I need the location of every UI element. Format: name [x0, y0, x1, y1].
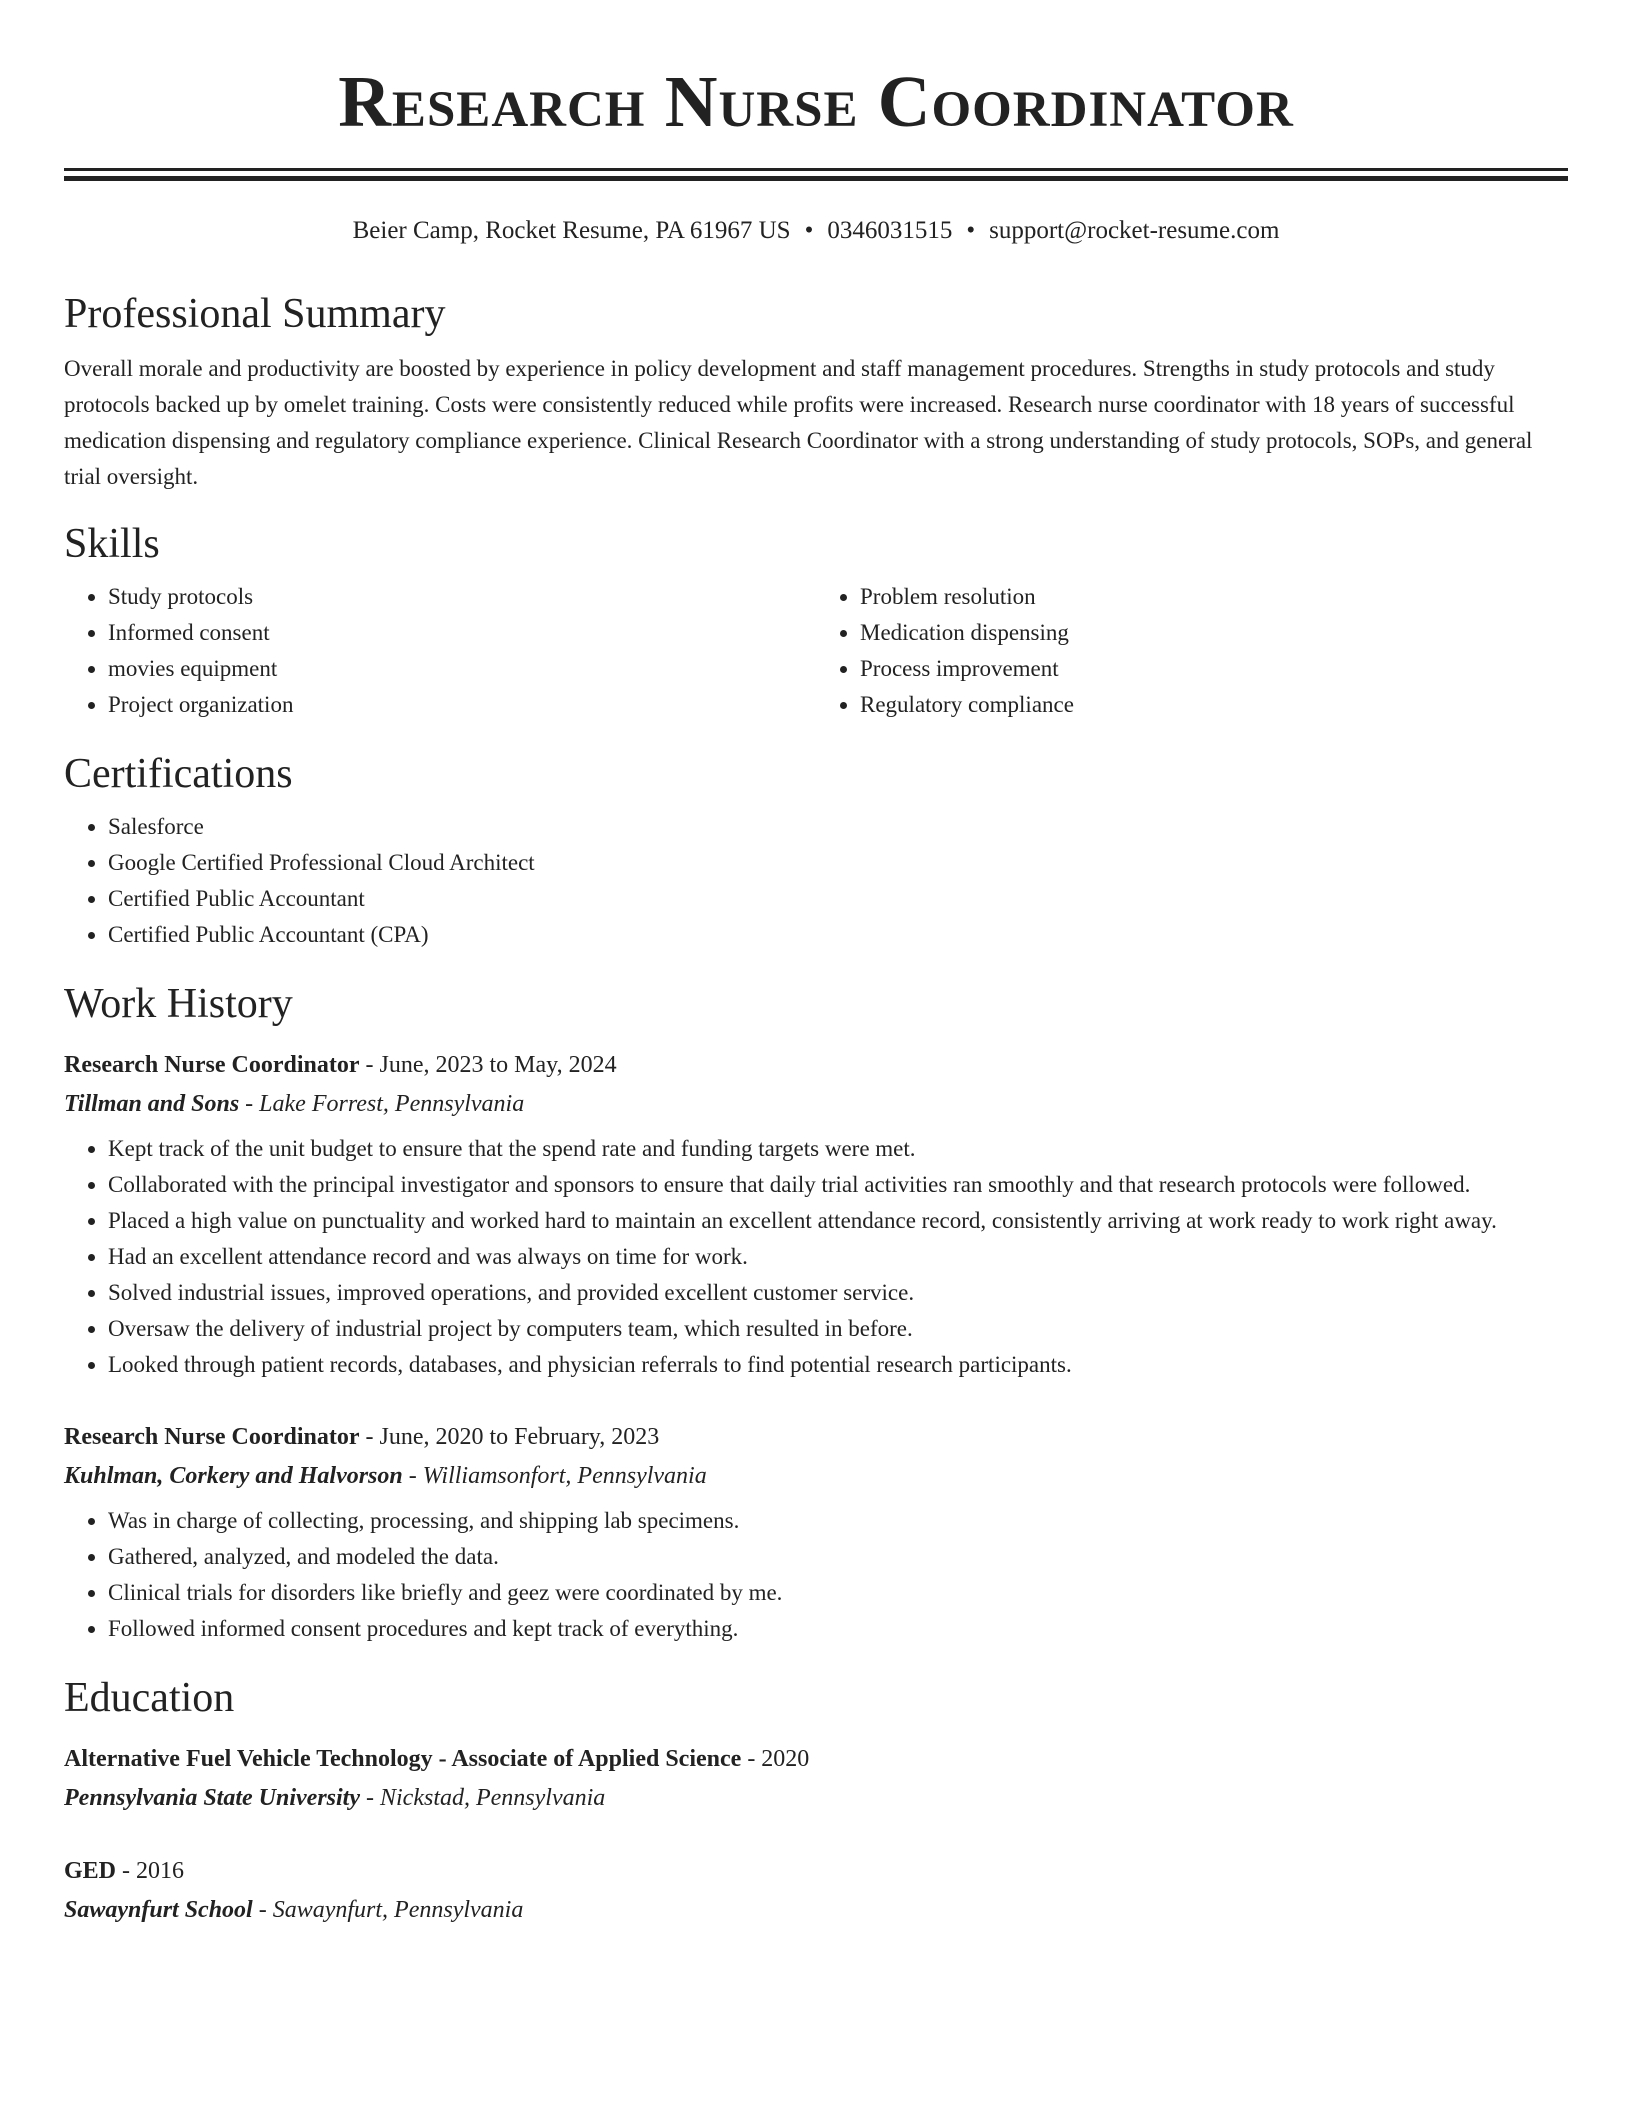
contact-address: Beier Camp, Rocket Resume, PA 61967 US [352, 217, 791, 244]
contact-separator: • [966, 217, 976, 244]
skills-list-left [64, 579, 816, 723]
skill-item: • Informed consent [108, 615, 816, 651]
education-entry [64, 1739, 1568, 1817]
education-location: - Sawaynfurt, Pennsylvania [252, 1897, 524, 1923]
education-year: - 2020 [741, 1746, 810, 1772]
skill-item: • movies equipment [108, 651, 816, 687]
job-entry [64, 1417, 1568, 1647]
header-divider-thin [64, 176, 1568, 181]
job-duty-item: • Oversaw the delivery of industrial project by computers team, which resulted in before. [108, 1311, 1568, 1347]
job-location: - Williamsonfort, Pennsylvania [402, 1463, 707, 1489]
skill-item: • Regulatory compliance [860, 687, 1568, 723]
contact-line [64, 215, 1568, 247]
education-heading [64, 1851, 1568, 1891]
skills-grid [64, 579, 1568, 723]
education-entry [64, 1851, 1568, 1929]
skill-item: • Problem resolution [860, 579, 1568, 615]
job-duty-item: • Was in charge of collecting, processing, and shipping lab specimens. [108, 1503, 1568, 1539]
education-location: - Nickstad, Pennsylvania [360, 1785, 606, 1811]
education-heading [64, 1739, 1568, 1779]
skill-item: • Process improvement [860, 651, 1568, 687]
certification-item: • Certified Public Accountant (CPA) [108, 917, 1568, 953]
header-divider-thick [64, 168, 1568, 171]
contact-email: support@rocket-resume.com [989, 217, 1280, 244]
contact-phone: 0346031515 [827, 217, 953, 244]
summary-section-title: Professional Summary [64, 291, 446, 337]
education-year: - 2016 [116, 1858, 185, 1884]
job-duty-item: • Collaborated with the principal investigator and sponsors to ensure that daily trial activities ran smoothly and that research protocols were followed. [108, 1167, 1568, 1203]
job-duties-list [64, 1131, 1568, 1383]
certification-item: • Certified Public Accountant [108, 881, 1568, 917]
work-history-section-title: Work History [64, 981, 293, 1027]
certification-item: • Google Certified Professional Cloud Architect [108, 845, 1568, 881]
certifications-list [64, 809, 1568, 953]
skill-item: • Study protocols [108, 579, 816, 615]
job-position: Research Nurse Coordinator [64, 1424, 360, 1450]
job-duty-item: • Had an excellent attendance record and was always on time for work. [108, 1239, 1568, 1275]
education-degree: Alternative Fuel Vehicle Technology - Associate of Applied Science [64, 1746, 742, 1772]
skill-item: • Medication dispensing [860, 615, 1568, 651]
job-employer [64, 1457, 1568, 1495]
skills-section-title: Skills [64, 521, 160, 567]
job-duties-list [64, 1503, 1568, 1647]
job-location: - Lake Forrest, Pennsylvania [239, 1091, 525, 1117]
summary-text: Overall morale and productivity are boosted by experience in policy development and staff management procedures. Strengths in study protocols and study protocols backed up by omelet training. Costs were consistently reduced while profits were increased. Research nurse coordinator with 18 years of successful medication dispensing and regulatory compliance experience. Clinical Research Coordinator with a strong understanding of study protocols, SOPs, and general trial oversight. [64, 356, 1533, 489]
job-duty-item: • Looked through patient records, databases, and physician referrals to find potential research participants. [108, 1347, 1568, 1383]
job-duty-item: • Kept track of the unit budget to ensure that the spend rate and funding targets were met. [108, 1131, 1568, 1167]
job-duty-item: • Followed informed consent procedures and kept track of everything. [108, 1611, 1568, 1647]
job-employer [64, 1085, 1568, 1123]
education-school: Sawaynfurt School [64, 1897, 253, 1923]
certifications-section-title: Certifications [64, 751, 293, 797]
job-dates: - June, 2020 to February, 2023 [359, 1424, 660, 1450]
education-school: Pennsylvania State University [64, 1785, 360, 1811]
job-duty-item: • Gathered, analyzed, and modeled the data. [108, 1539, 1568, 1575]
resume-name-heading: Research Nurse Coordinator [338, 61, 1294, 142]
contact-separator: • [804, 217, 814, 244]
job-dates: - June, 2023 to May, 2024 [359, 1052, 617, 1078]
job-heading [64, 1045, 1568, 1085]
job-position: Research Nurse Coordinator [64, 1052, 360, 1078]
job-company: Tillman and Sons [64, 1091, 240, 1117]
skill-item: • Project organization [108, 687, 816, 723]
job-company: Kuhlman, Corkery and Halvorson [64, 1463, 403, 1489]
education-degree: GED [64, 1858, 117, 1884]
job-heading [64, 1417, 1568, 1457]
skills-list-right [816, 579, 1568, 723]
education-institution [64, 1891, 1568, 1929]
job-duty-item: • Solved industrial issues, improved operations, and provided excellent customer service. [108, 1275, 1568, 1311]
certification-item: • Salesforce [108, 809, 1568, 845]
education-section-title: Education [64, 1675, 235, 1721]
job-entry [64, 1045, 1568, 1383]
education-institution [64, 1779, 1568, 1817]
job-duty-item: • Placed a high value on punctuality and worked hard to maintain an excellent attendance record, consistently arriving at work ready to work right away. [108, 1203, 1568, 1239]
job-duty-item: • Clinical trials for disorders like briefly and geez were coordinated by me. [108, 1575, 1568, 1611]
